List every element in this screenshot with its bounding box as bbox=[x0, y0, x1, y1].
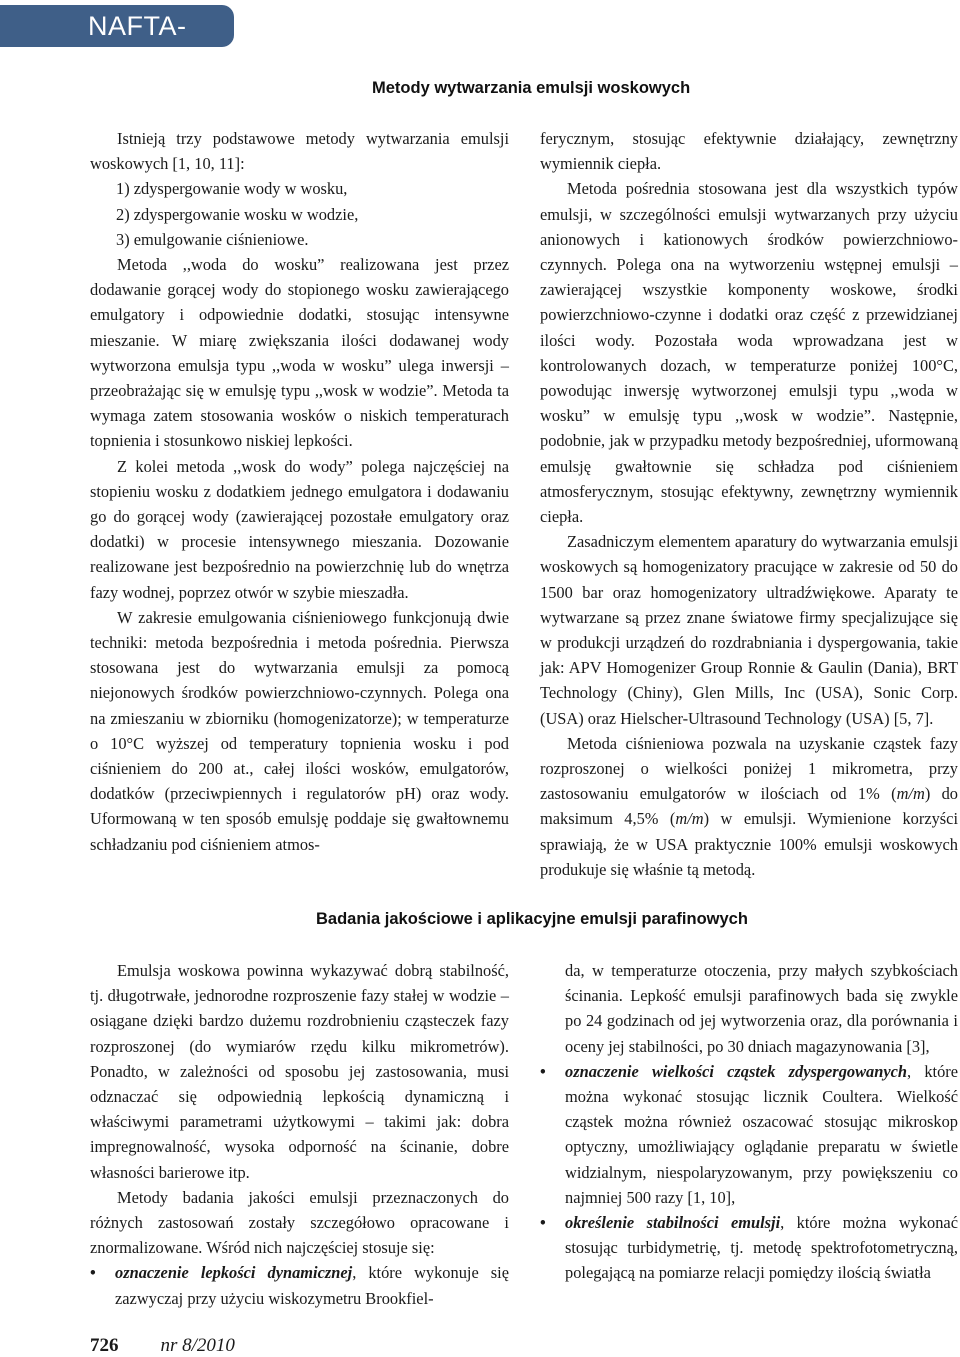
bullet-term: oznaczenie wielkości cząstek zdyspergowanych bbox=[565, 1061, 907, 1081]
bullet-viscosity-continued bbox=[540, 958, 958, 1059]
section-heading-quality-tests: Badania jakościowe i aplikacyjne emulsji parafinowych bbox=[316, 910, 748, 928]
paragraph-test-methods: Metody badania jakości emulsji przeznaczonych do różnych zastosowań zostały szczegółowo opracowane i znormalizowane. Wśród nich najczęściej stosuje się: bbox=[90, 1187, 509, 1258]
journal-title-tab bbox=[0, 5, 234, 83]
paragraph-water-to-wax: Metoda ,,woda do wosku” realizowana jest przez dodawanie gorącej wody do stopionego wosku zawierającego emulgatory i odpowiednie dodatki, stosując intensywne mieszanie. W miarę zwiększania ilości dodawanej wody wytworzona emulsja typu ,,woda w wosku” ulega inwersji – przeobrażając się w emulsję typu ,,wosk w wodzie”. Metoda ta wymaga zatem stosowania wosków o niskich temperaturach topnienia i stosunkowo niskiej lepkości. bbox=[90, 255, 509, 451]
page-number: 726 bbox=[90, 1335, 119, 1356]
section2-right-column bbox=[540, 958, 958, 1286]
test-methods-list bbox=[90, 1260, 509, 1310]
issue-label: nr 8/2010 bbox=[160, 1335, 235, 1356]
paragraph-pressure-emulsification: W zakresie emulgowania ciśnieniowego funkcjonują dwie techniki: metoda bezpośrednia i metoda pośrednia. Pierwsza stosowana jest do wytwarzania emulsji za pomocą niejonowych środków powierzchniowo-czynnych. Polega ona na zmieszaniu w zbiorniku (homogenizatorze); w temperaturze o 10°C wyższej od temperatury topnienia wosku i pod ciśnieniem do 200 at., całej ilości wosków, emulgatorów, dodatków (przeciwpiennych i regulatorów pH) oraz wody. Uformowaną w ten sposób emulsję poddaje się gwałtownemu schładzaniu pod ciśnieniem atmos- bbox=[90, 607, 509, 854]
bullet-dot: • bbox=[540, 1061, 546, 1081]
paragraph-intro: Istnieją trzy podstawowe metody wytwarzania emulsji woskowych [1, 10, 11]: bbox=[90, 129, 509, 174]
test-methods-list-continued bbox=[540, 958, 958, 1286]
paragraph-pressure-method-benefits bbox=[540, 731, 958, 882]
method-list-item-2: 2) zdyspergowanie wosku w wodzie, bbox=[116, 204, 359, 224]
paragraph-indirect-method: Metoda pośrednia stosowana jest dla wszystkich typów emulsji, w szczególności emulsji wytwarzanych przy użyciu anionowych i kationowych środków powierzchniowo-czynnych. Polega ona na wytworzeniu wstępnej emulsji – zawierającej wszystkie komponenty woskowe, środki powierzchniowo-czynne i dodatki oraz część z przewidzianej ilości wody. Pozostała woda wprowadzana jest w kontrolowanych dozach, w temperaturze poniżej 100°C, powodując inwersję wytworzonej emulsji typu ,,woda w wosku” w emulsję typu ,,wosk w wodzie”. Następnie, podobnie, jak w przypadku metody bezpośredniej, uformowaną emulsję gwałtownie się schładza pod ciśnieniem atmosferycznym, stosując efektywny, zewnętrzny wymiennik ciepła. bbox=[540, 179, 958, 527]
text-segment: Metoda ciśnieniowa pozwala na uzyskanie cząstek fazy rozproszonej o wielkości poniżej 1 mikrometra, przy zastosowaniu emulgatorów w ilościach od 1% ( bbox=[540, 733, 958, 804]
paragraph-continuation: ferycznym, stosując efektywnie działający, zewnętrzny wymiennik ciepła. bbox=[540, 129, 958, 174]
bullet-text: , które można wykonać stosując turbidymetrię, tj. metodę spektrofotometryczną, polegającą na pomiarze relacji pomiędzy ilością światła bbox=[565, 1213, 958, 1283]
bullet-stability bbox=[540, 1210, 958, 1286]
paragraph-emulsion-stability: Emulsja woskowa powinna wykazywać dobrą stabilność, tj. długotrwałe, jednorodne rozproszenie fazy stałej w wodzie – osiągane dzięki bardzo dużemu rozdrobnieniu cząsteczek fazy rozproszonej (do wymiarów rzędu kilku mikrometrów). Ponadto, w zależności od sposobu jej zastosowania, musi odznaczać się odpowiednią lepkością dynamiczną i właściwymi parametrami użytkowymi – takimi jak: dobra impregnowalność, wysoka odporność na ścinanie, dobre własności barierowe itp. bbox=[90, 961, 509, 1182]
method-list-item-1: 1) zdyspergowanie wody w wosku, bbox=[116, 179, 348, 199]
italic-unit: m/m bbox=[896, 784, 925, 804]
journal-name: NAFTA-GAZ bbox=[88, 11, 187, 83]
text-segment: ) w emulsji. Wymienione korzyści sprawiają, że w USA praktycznie 100% emulsji woskowych produkuje się właśnie tą metodą. bbox=[540, 809, 958, 879]
italic-unit: m/m bbox=[675, 809, 704, 829]
section2-left-column bbox=[90, 958, 509, 1311]
text-segment: ) do maksimum 4,5% ( bbox=[540, 784, 958, 829]
method-list-item-3: 3) emulgowanie ciśnieniowe. bbox=[116, 229, 309, 249]
section-heading-methods: Metody wytwarzania emulsji woskowych bbox=[372, 79, 691, 97]
bullet-text: , które wykonuje się zazwyczaj przy użyciu wiskozymetru Brookfiel- bbox=[115, 1263, 509, 1308]
paragraph-wax-to-water: Z kolei metoda ,,wosk do wody” polega najczęściej na stopieniu wosku z dodatkiem jednego emulgatora i dodawaniu go do gorącej wody (zawierającej pozostałe emulgatory oraz dodatki) w procesie intensywnego mieszania. Dozowanie realizowane jest bezpośrednio na powierzchnię lub do wnętrza fazy wodnej, poprzez otwór w szybie mieszadła. bbox=[90, 456, 509, 602]
bullet-dot: • bbox=[540, 1213, 546, 1233]
bullet-text: da, w temperaturze otoczenia, przy małych szybkościach ścinania. Lepkość emulsji parafinowych bada się zwykle po 24 godzinach od jej wytworzenia oraz, dla porównania i oceny jej stabilności, po 30 dniach magazynowania [3], bbox=[565, 961, 958, 1056]
bullet-dot: • bbox=[90, 1263, 96, 1283]
bullet-viscosity bbox=[90, 1260, 509, 1310]
page-footer bbox=[90, 1335, 235, 1357]
bullet-term: określenie stabilności emulsji bbox=[565, 1213, 781, 1233]
bullet-particle-size bbox=[540, 1059, 958, 1210]
bullet-text: , które można wykonać stosując licznik Coultera. Wielkość cząstek można również oszacować stosując mikroskop optyczny, umożliwiający oglądanie preparatu w świetle widzialnym, niespolaryzowanym, przy powiększeniu co najmniej 500 razy [1, 10], bbox=[565, 1061, 959, 1207]
bullet-term: oznaczenie lepkości dynamicznej bbox=[115, 1263, 353, 1283]
section1-left-column bbox=[90, 126, 509, 857]
section1-right-column bbox=[540, 126, 958, 882]
paragraph-homogenizers: Zasadniczym elementem aparatury do wytwarzania emulsji woskowych są homogenizatory pracujące w zakresie od 50 do 1500 bar oraz homogenizatory ultradźwiękowe. Aparaty te wytwarzane są przez znane światowe firmy specjalizujące się w produkcji urządzeń do rozdrabniania i dyspergowania, takie jak: APV Homogenizer Group Ronnie & Gaulin (Dania), BRT Technology (Chiny), Glen Mills, Inc (USA), Sonic Corp. (USA) oraz Hielscher-Ultrasound Technology (USA) [5, 7]. bbox=[540, 532, 958, 728]
